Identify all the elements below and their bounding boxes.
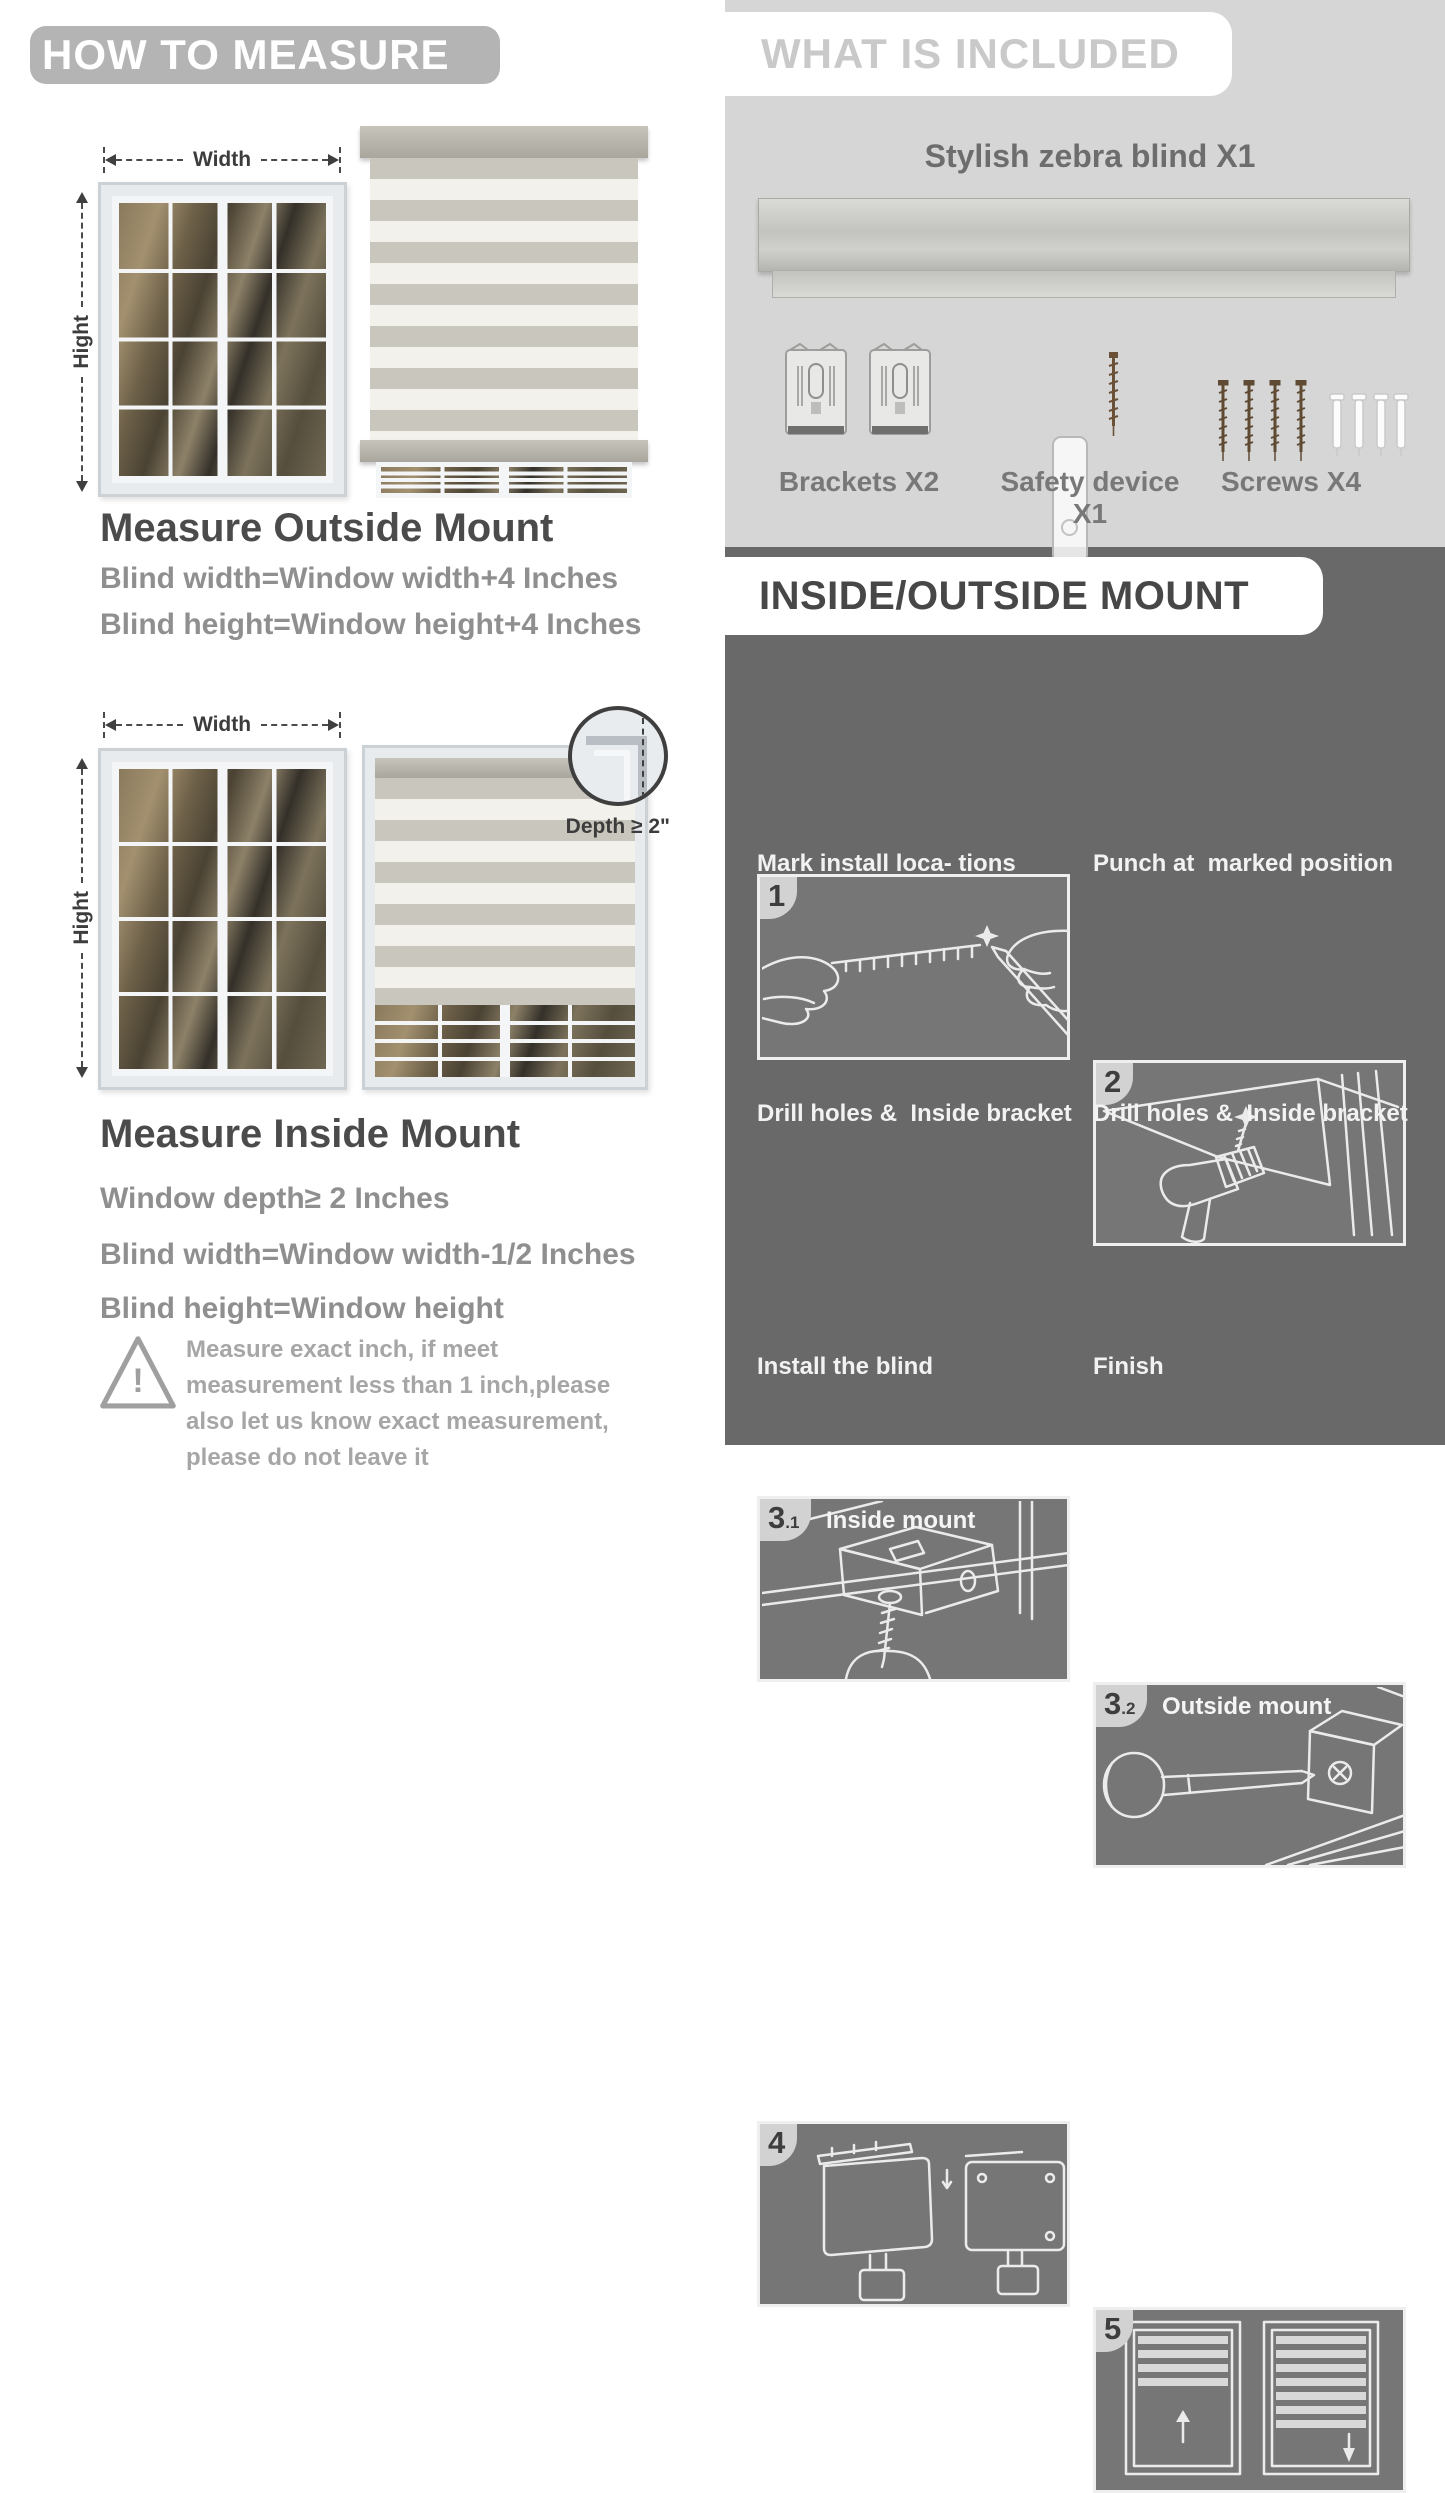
step-badge: 2 <box>1096 1063 1133 1105</box>
width-label: Width <box>192 713 252 736</box>
how-to-measure-header <box>30 26 500 84</box>
width-arrow-inside <box>103 712 341 738</box>
height-arrow-inside <box>70 758 94 1078</box>
height-arrow-outside <box>70 192 94 492</box>
blind-cassette <box>360 126 648 158</box>
mark-locations-sketch <box>762 879 1069 1057</box>
finish-sketch <box>1098 2312 1405 2490</box>
step-inpanel-title: Outside mount <box>1162 1693 1332 1720</box>
step-caption: Drill holes & Inside bracket <box>1093 1100 1408 1127</box>
depth-magnifier <box>568 706 668 806</box>
window-panes <box>119 203 326 476</box>
width-arrow-outside <box>103 147 341 173</box>
step-badge: 4 <box>760 2124 797 2166</box>
step-panel-2 <box>1093 1060 1406 1246</box>
window-panes <box>119 769 326 1069</box>
blind-item-label: Stylish zebra blind X1 <box>924 138 1256 174</box>
step-panel-4 <box>757 2121 1070 2307</box>
step-panel-3-2 <box>1093 1682 1406 1868</box>
warning-mark: ! <box>132 1362 144 1400</box>
step-badge: 1 <box>760 877 797 919</box>
step-caption: Punch at marked position <box>1093 850 1394 877</box>
included-header-card <box>725 12 1232 96</box>
arrow-down-icon <box>76 1067 88 1078</box>
window-photo-outside <box>98 182 347 497</box>
blind-stripes <box>370 158 638 440</box>
inside-rule-width: Blind width=Window width-1/2 Inches <box>100 1238 636 1271</box>
inside-rule-depth: Window depth≥ 2 Inches <box>100 1182 450 1215</box>
step-caption: Drill holes & Inside bracket <box>757 1100 1072 1127</box>
outside-rule-width: Blind width=Window width+4 Inches <box>100 562 619 595</box>
arrow-left-icon <box>105 719 116 731</box>
step-panel-3-1 <box>757 1496 1070 1682</box>
headrail-lip <box>772 270 1396 298</box>
brackets-label: Brackets X2 <box>778 466 940 497</box>
warning-text: Measure exact inch, if meet measurement less than 1 inch,please also let us know exact measurement, please do not leave it <box>186 1336 611 1471</box>
install-blind-sketch <box>762 2126 1069 2304</box>
outside-mount-heading: Measure Outside Mount <box>100 506 554 550</box>
height-label: Hight <box>70 315 93 369</box>
inside-rule-height: Blind height=Window height <box>100 1292 504 1325</box>
screws-image <box>1218 380 1410 471</box>
mount-header-card <box>725 557 1323 635</box>
arrow-down-icon <box>76 481 88 492</box>
step-inpanel-title: Inside mount <box>826 1507 976 1534</box>
step-caption: Mark install loca- tions <box>757 850 1016 877</box>
arrow-up-icon <box>76 758 88 769</box>
arrow-up-icon <box>76 192 88 203</box>
step-caption: Finish <box>1093 1353 1164 1380</box>
arrow-left-icon <box>105 154 116 166</box>
arrow-right-icon <box>328 154 339 166</box>
blind-stripes <box>375 778 635 1005</box>
step-badge: 3 .1 <box>760 1499 811 1541</box>
arrow-right-icon <box>328 719 339 731</box>
step-panel-5 <box>1093 2307 1406 2493</box>
outside-rule-height: Blind height=Window height+4 Inches <box>100 608 642 641</box>
arrow-tick <box>339 712 341 738</box>
height-label: Hight <box>70 891 93 945</box>
how-to-measure-title: HOW TO MEASURE <box>42 31 450 78</box>
step-badge: 3 .2 <box>1096 1685 1147 1727</box>
width-label: Width <box>192 148 252 171</box>
headrail-image <box>758 198 1410 272</box>
blind-bottom-rail <box>360 440 648 462</box>
arrow-tick <box>339 147 341 173</box>
step-caption: Install the blind <box>757 1353 934 1380</box>
drill-sketch <box>1098 1065 1405 1243</box>
window-peek <box>375 1005 635 1077</box>
depth-label: Depth ≥ 2" <box>565 815 670 838</box>
screws-label: Screws X4 <box>1220 466 1362 497</box>
included-title: WHAT IS INCLUDED <box>761 30 1180 77</box>
safety-screw-image <box>1106 352 1122 447</box>
mount-title: INSIDE/OUTSIDE MOUNT <box>759 573 1250 618</box>
window-photo-inside <box>98 748 347 1090</box>
warning-triangle-icon <box>96 1328 180 1420</box>
window-peek <box>376 462 632 498</box>
brackets-image <box>784 340 932 449</box>
step-panel-1 <box>757 874 1070 1060</box>
inside-mount-heading: Measure Inside Mount <box>100 1112 521 1156</box>
safety-device-label: Safety device X1 <box>1000 466 1180 529</box>
step-badge: 5 <box>1096 2310 1133 2352</box>
